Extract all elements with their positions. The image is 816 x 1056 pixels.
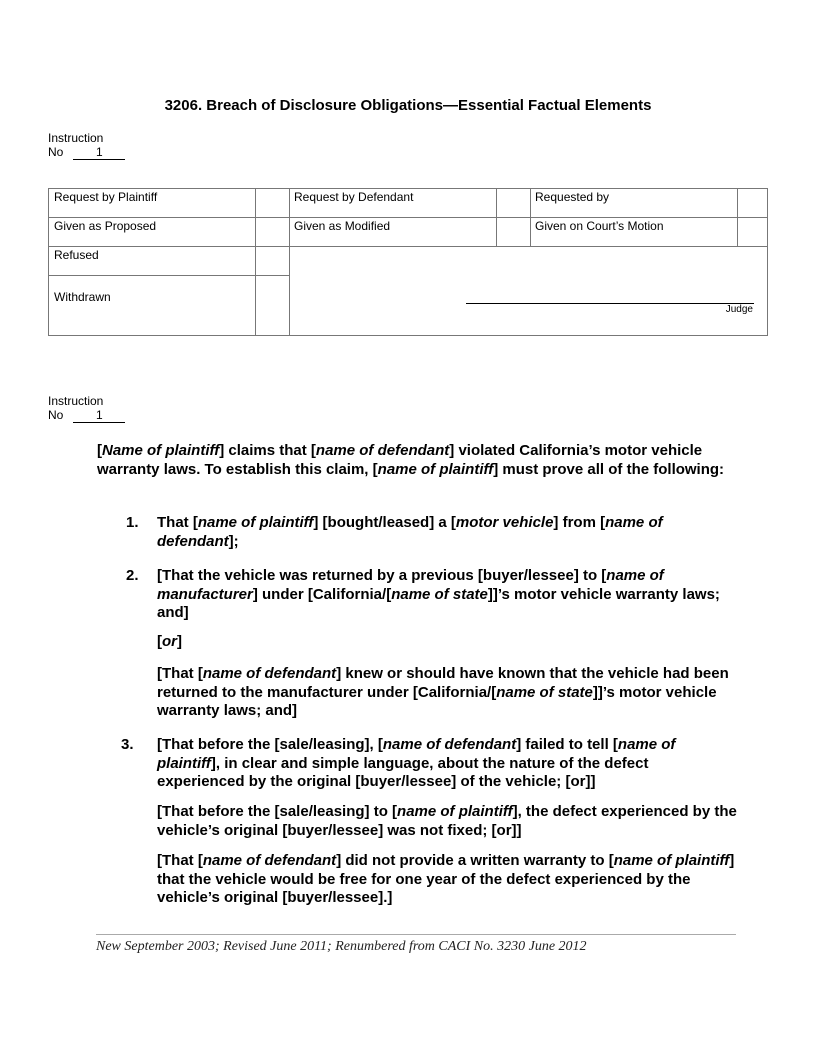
given-as-modified-label: Given as Modified (294, 219, 391, 233)
intro-paragraph: [Name of plaintiff] claims that [name of defendant] violated California’s motor vehicle warranty laws. To establish this claim, [name of plaintiff] must prove all of the following: (97, 442, 725, 478)
judge-label: Judge (725, 304, 753, 315)
instruction-number-field[interactable]: 1 (73, 409, 125, 423)
given-on-courts-motion-label: Given on Court’s Motion (535, 219, 664, 233)
instruction-number-field[interactable]: 1 (73, 146, 125, 160)
request-by-plaintiff-label: Request by Plaintiff (54, 190, 158, 204)
item-3-number: 3. (121, 736, 134, 753)
or-separator: [or] (157, 633, 182, 650)
request-by-defendant-label: Request by Defendant (294, 190, 414, 204)
element-2a: [That the vehicle was returned by a previous [buyer/lessee] to [name of manufacturer] under [California/[name of state]]’s motor vehicle warranty laws; and] (157, 567, 720, 621)
revision-history: New September 2003; Revised June 2011; Renumbered from CACI No. 3230 June 2012 (96, 939, 587, 954)
instruction-number-bottom: Instruction No 1 (48, 394, 125, 423)
request-form-table (48, 188, 768, 336)
element-1: That [name of plaintiff] [bought/leased] a [motor vehicle] from [name of defendant]; (157, 514, 663, 550)
element-3b: [That before the [sale/leasing] to [name of plaintiff], the defect experienced by the vehicle’s original [buyer/lessee] was not fixed; [or]] (157, 803, 737, 839)
element-2b: [That [name of defendant] knew or should have known that the vehicle had been returned to the manufacturer under [California/[name of state]]’s motor vehicle warranty laws; and] (157, 665, 729, 719)
item-1-number: 1. (126, 514, 139, 531)
refused-label: Refused (54, 248, 99, 262)
item-2-number: 2. (126, 567, 139, 584)
element-3c: [That [name of defendant] did not provide a written warranty to [name of plaintiff] that the vehicle would be free for one year of the defect experienced by the vehicle’s original [buyer/lessee].] (157, 852, 735, 906)
footer-divider (96, 934, 736, 935)
given-as-proposed-label: Given as Proposed (54, 219, 157, 233)
judge-signature-line[interactable] (466, 303, 754, 304)
element-3a: [That before the [sale/leasing], [name of defendant] failed to tell [name of plaintiff], in clear and simple language, about the nature of the defect experienced by the original [buyer/lessee] of the vehicle; [or]] (157, 736, 676, 790)
instruction-number-top: Instruction No 1 (48, 131, 125, 160)
withdrawn-label: Withdrawn (54, 290, 111, 304)
requested-by-label: Requested by (535, 190, 610, 204)
page-title: 3206. Breach of Disclosure Obligations—Essential Factual Elements (164, 97, 652, 114)
